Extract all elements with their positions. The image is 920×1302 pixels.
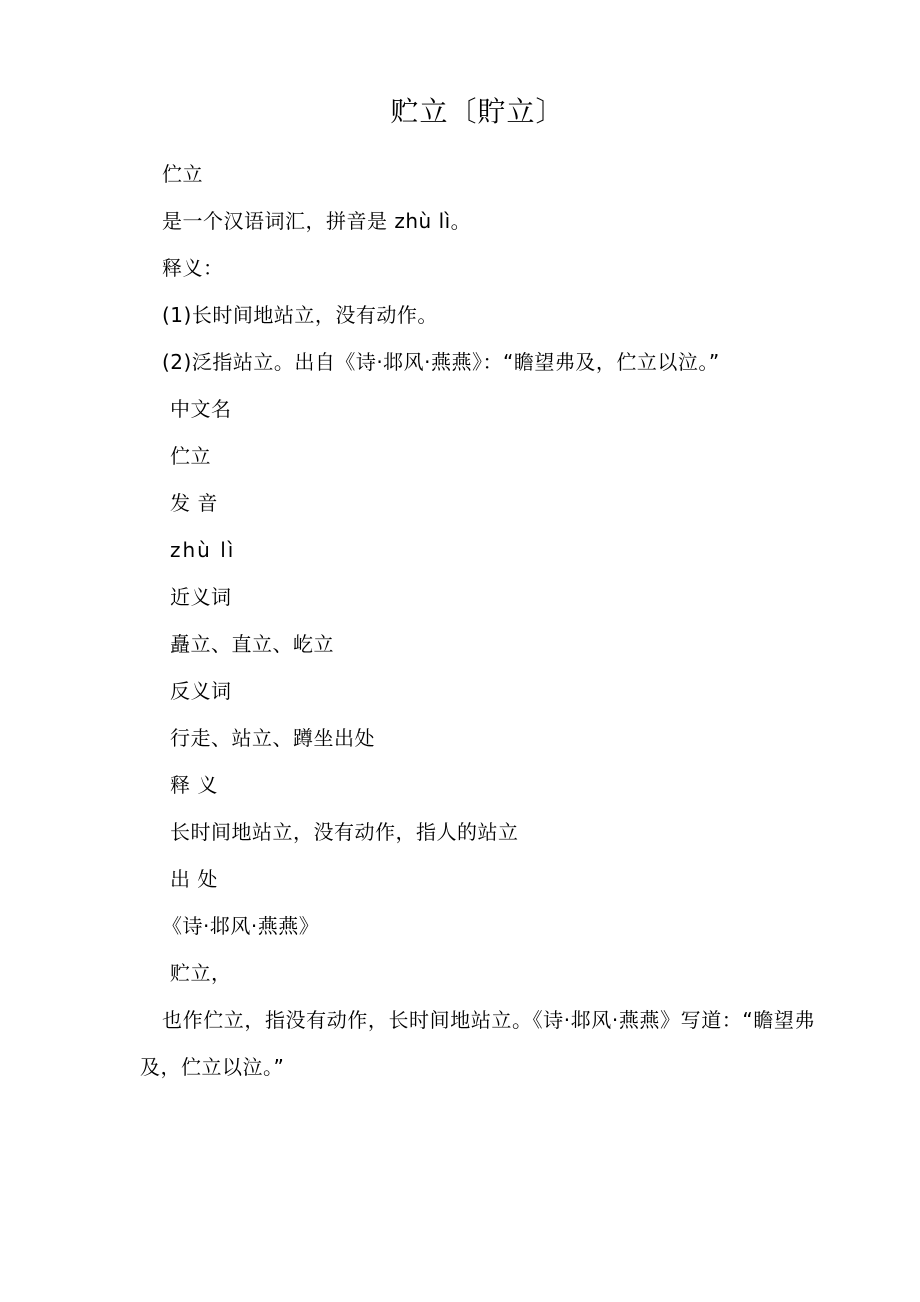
paragraph: 行走、站立、蹲坐出处 xyxy=(170,725,375,750)
paragraph: 近义词 xyxy=(170,584,232,609)
paragraph: 贮立， xyxy=(170,960,232,985)
paragraph: (1)长时间地站立，没有动作。 xyxy=(162,302,438,327)
paragraph: 反义词 xyxy=(170,678,232,703)
paragraph: zhù lì xyxy=(170,537,236,562)
paragraph: 伫立 xyxy=(170,443,211,468)
paragraph: 长时间地站立，没有动作，指人的站立 xyxy=(170,819,519,844)
paragraph: 《诗·邶风·燕燕》 xyxy=(162,913,320,938)
paragraph: (2)泛指站立。出自《诗·邶风·燕燕》：“瞻望弗及，伫立以泣。” xyxy=(162,349,720,374)
paragraph: 也作伫立，指没有动作，长时间地站立。《诗·邶风·燕燕》写道：“瞻望弗及，伫立以泣。” xyxy=(140,1007,815,1079)
paragraph: 伫立 xyxy=(162,161,203,186)
paragraph: 发 音 xyxy=(170,490,218,515)
paragraph: 出 处 xyxy=(170,866,218,891)
page-title: 贮立〔貯立〕 xyxy=(390,95,565,128)
paragraph: 中文名 xyxy=(170,396,232,421)
paragraph: 释 义 xyxy=(170,772,218,797)
paragraph: 释义： xyxy=(162,255,224,280)
paragraph: 矗立、直立、屹立 xyxy=(170,631,334,656)
paragraph: 是一个汉语词汇，拼音是 zhù lì。 xyxy=(162,208,472,233)
